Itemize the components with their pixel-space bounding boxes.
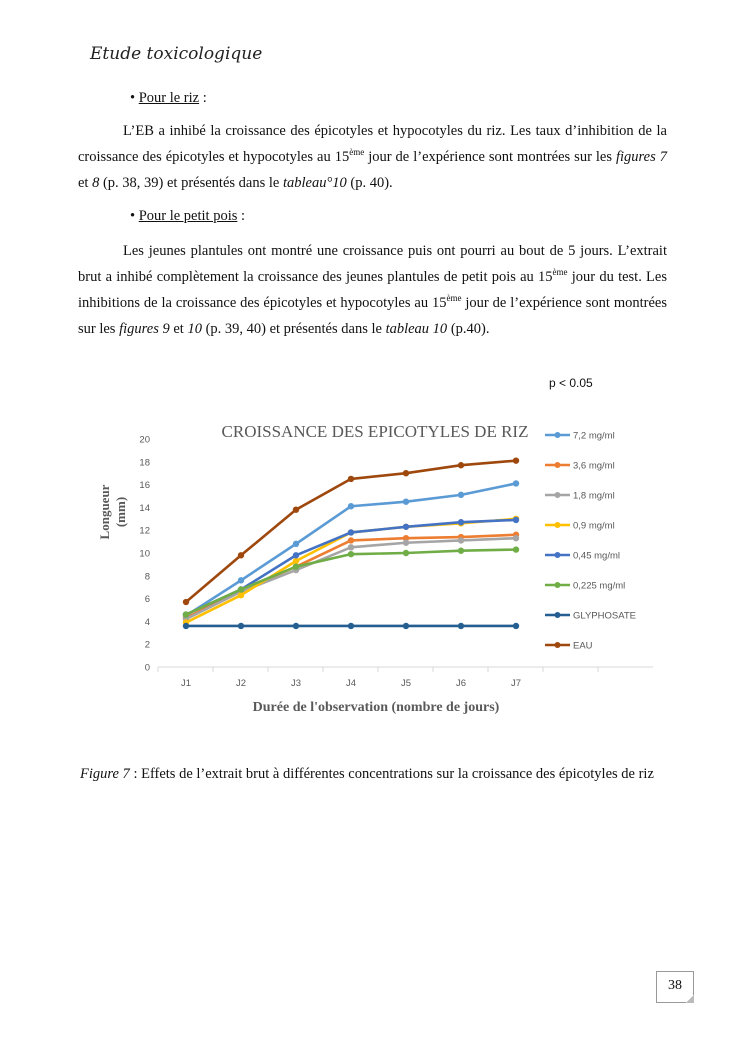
data-point [238,586,244,592]
x-tick-label: J2 [235,678,247,689]
legend-label: 7,2 mg/ml [573,430,615,442]
data-point [293,506,299,512]
data-point [238,623,244,629]
bullet-pois-label: Pour le petit pois [138,208,238,224]
x-tick-label: J6 [455,678,467,689]
data-point [348,476,354,482]
y-tick-label: 10 [139,548,150,560]
y-tick-label: 0 [144,662,150,674]
data-point [348,551,354,557]
data-point [403,470,409,476]
legend-label: GLYPHOSATE [573,610,636,622]
data-point [348,537,354,543]
y-tick-label: 20 [139,434,150,446]
page-number: 38 [656,971,694,1003]
data-point [183,611,189,617]
data-point [513,546,519,552]
data-point [403,623,409,629]
y-tick-label: 8 [144,571,150,583]
running-header: Etude toxicologique [90,44,263,64]
data-point [458,548,464,554]
bullet-pois: • Pour le petit pois : [130,208,246,224]
data-point [513,623,519,629]
data-point [458,537,464,543]
data-point [513,517,519,523]
data-point [238,577,244,583]
x-axis-label: Durée de l'observation (nombre de jours) [252,700,500,715]
y-tick-label: 6 [144,594,150,606]
data-point [293,541,299,547]
x-tick-label: J3 [290,678,302,689]
data-point [238,592,244,598]
data-point [348,503,354,509]
legend-marker [555,612,561,618]
paragraph-riz: L’EB a inhibé la croissance des épicotyles et hypocotyles du riz. Les taux d’inhibition de la croissance des épicotyles et hypocotyles au 15ème jour de l’expérience sont montrées sur les figures 7 et 8 (p. 38, 39) et présentés dans le tableau°10 (p. 40). [78,123,667,191]
data-point [458,519,464,525]
figure-label: Figure 7 [80,766,130,782]
legend-label: 0,225 mg/ml [573,580,626,592]
data-point [293,623,299,629]
x-tick-label: J5 [400,678,412,689]
legend-label: 1,8 mg/ml [573,490,615,502]
data-point [403,499,409,505]
y-tick-label: 18 [139,457,150,469]
x-tick-label: J4 [345,678,357,689]
y-tick-label: 14 [139,502,150,514]
line-chart [90,410,670,720]
legend-marker [555,642,561,648]
legend-marker [555,462,561,468]
data-point [293,552,299,558]
legend-label: 0,45 mg/ml [573,550,620,562]
y-tick-label: 12 [139,525,150,537]
y-tick-label: 16 [139,480,150,492]
legend-label: 3,6 mg/ml [573,460,615,472]
legend-marker [555,552,561,558]
chart-title: CROISSANCE DES EPICOTYLES DE RIZ [221,422,529,441]
p-value-note: p < 0.05 [549,376,593,390]
legend-marker [555,522,561,528]
y-axis-label-line2: (mm) [113,496,128,528]
figure-caption: Figure 7 : Effets de l’extrait brut à différentes concentrations sur la croissance des épicotyles de riz [80,766,654,782]
data-point [348,544,354,550]
paragraph-pois: Les jeunes plantules ont montré une croissance puis ont pourri au bout de 5 jours. L’extrait brut a inhibé complètement la croissance des jeunes plantules de petit pois au 15ème jour du test. Les inhibitions de la croissance des épicotyles et hypocotyles au 15ème jour de l’expérience sont montrées sur les figures 9 et 10 (p. 39, 40) et présentés dans le tableau 10 (p.40). [78,243,667,337]
data-point [403,524,409,530]
data-point [458,623,464,629]
data-point [513,480,519,486]
legend-marker [555,492,561,498]
legend-label: 0,9 mg/ml [573,520,615,532]
x-tick-label: J1 [180,678,192,689]
data-point [348,529,354,535]
legend-label: EAU [573,640,593,652]
data-point [183,599,189,605]
data-point [183,623,189,629]
y-tick-label: 2 [144,639,150,651]
legend-marker [555,582,561,588]
data-point [513,457,519,463]
data-point [513,535,519,541]
data-point [458,492,464,498]
data-point [348,623,354,629]
data-point [458,462,464,468]
y-axis-label-line1: Longueur [97,484,112,540]
x-tick-label: J7 [510,678,522,689]
bullet-riz-label: Pour le riz [138,90,200,106]
y-tick-label: 4 [144,616,150,628]
data-point [403,540,409,546]
data-point [238,552,244,558]
data-point [403,550,409,556]
bullet-riz: • Pour le riz : [130,90,207,106]
data-point [293,558,299,564]
legend-marker [555,432,561,438]
data-point [293,563,299,569]
